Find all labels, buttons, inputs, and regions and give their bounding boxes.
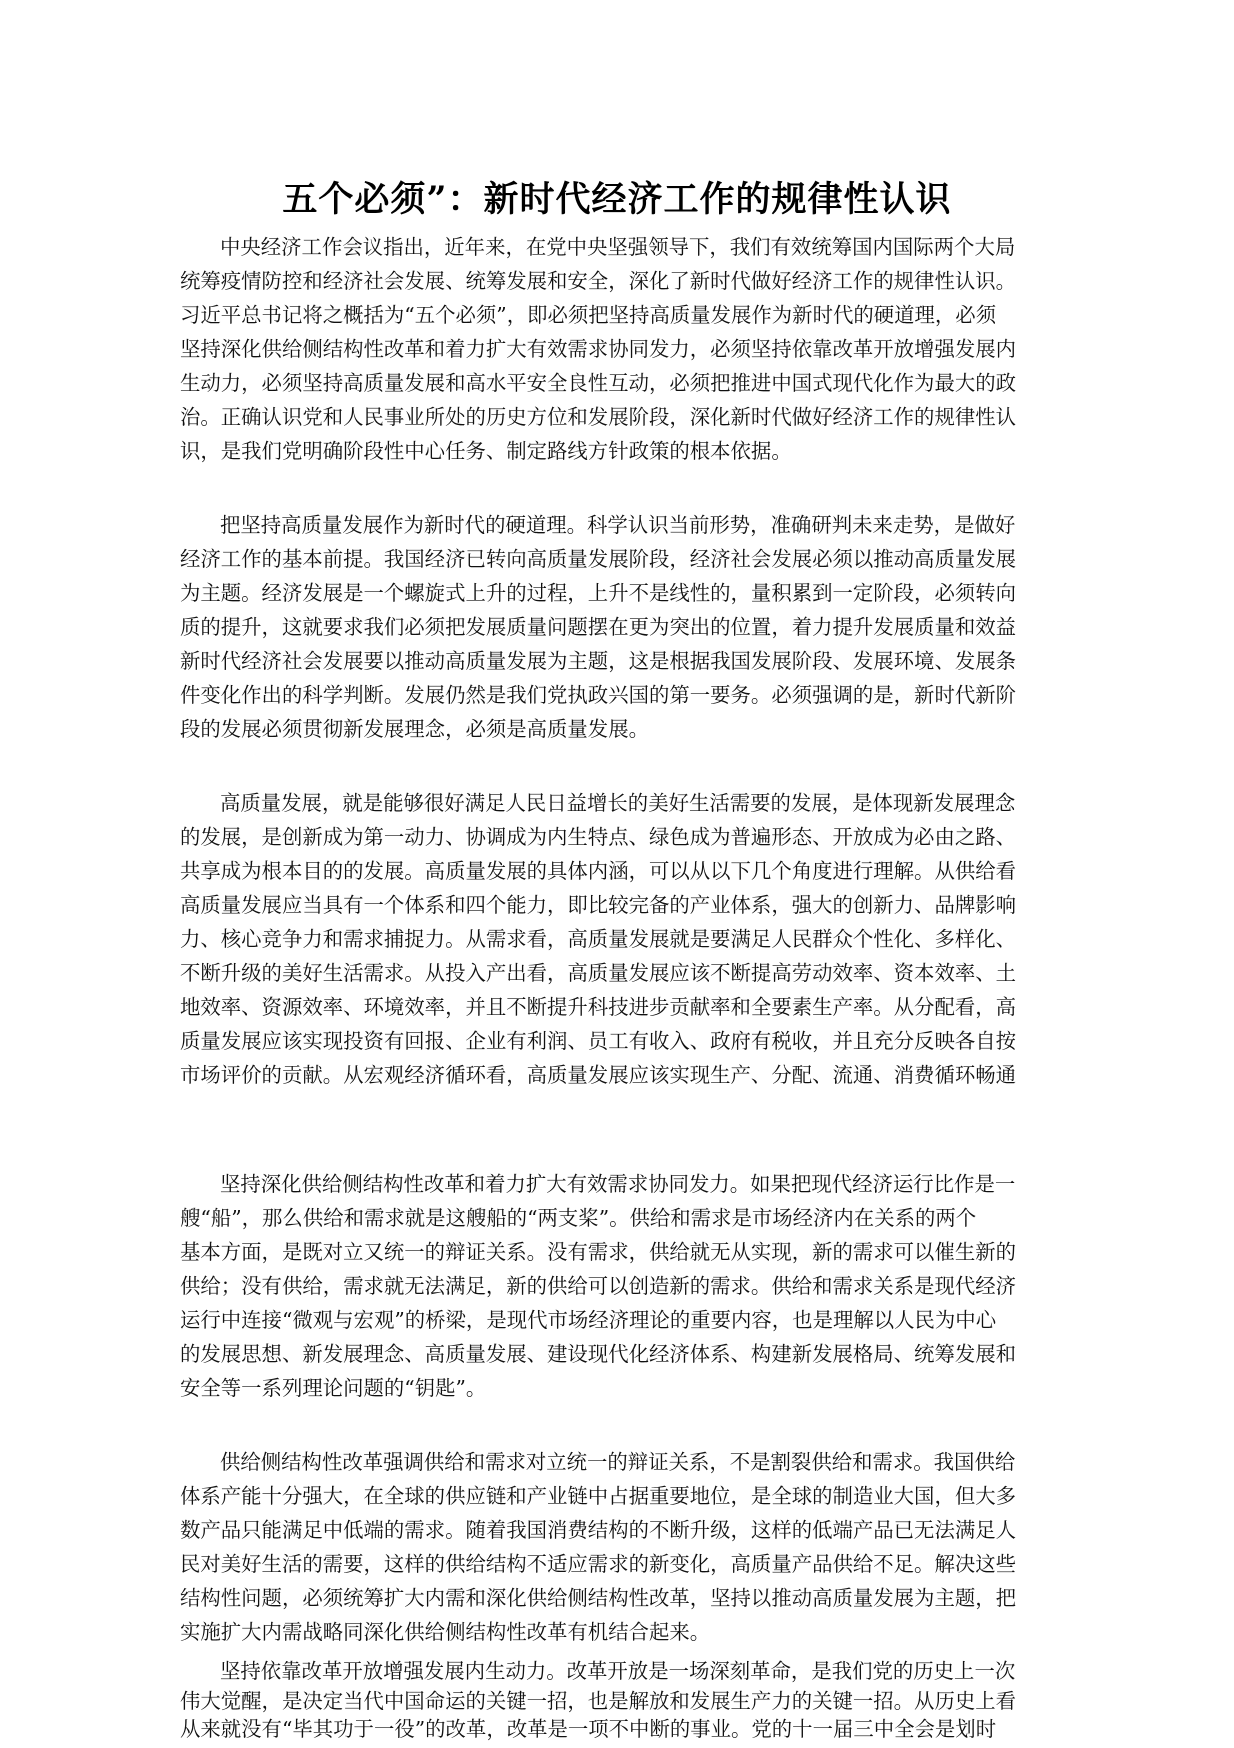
paragraph-line: 市场评价的贡献。从宏观经济循环看，高质量发展应该实现生产、分配、流通、消费循环畅通 (180, 1063, 1017, 1087)
paragraph-line: 的发展思想、新发展理念、高质量发展、建设现代化经济体系、构建新发展格局、统筹发展和 (180, 1342, 1017, 1366)
paragraph-line: 民对美好生活的需要，这样的供给结构不适应需求的新变化，高质量产品供给不足。解决这些 (180, 1552, 1017, 1576)
paragraph-line: 伟大觉醒，是决定当代中国命运的关键一招，也是解放和发展生产力的关键一招。从历史上看 (180, 1689, 1017, 1713)
paragraph-line: 质的提升，这就要求我们必须把发展质量问题摆在更为突出的位置，着力提升发展质量和效益 (180, 615, 1017, 639)
paragraph-line: 坚持深化供给侧结构性改革和着力扩大有效需求协同发力。如果把现代经济运行比作是一 (220, 1172, 1016, 1196)
paragraph-line: 高质量发展，就是能够很好满足人民日益增长的美好生活需要的发展，是体现新发展理念 (220, 791, 1016, 815)
paragraph-line: 件变化作出的科学判断。发展仍然是我们党执政兴国的第一要务。必须强调的是，新时代新阶 (180, 683, 1017, 707)
paragraph-line: 统筹疫情防控和经济社会发展、统筹发展和安全，深化了新时代做好经济工作的规律性认识。 (180, 269, 1017, 293)
paragraph-line: 坚持依靠改革开放增强发展内生动力。改革开放是一场深刻革命，是我们党的历史上一次 (220, 1659, 1016, 1683)
paragraph-line: 的发展，是创新成为第一动力、协调成为内生特点、绿色成为普遍形态、开放成为必由之路、 (180, 825, 1017, 849)
paragraph-line: 力、核心竞争力和需求捕捉力。从需求看，高质量发展就是要满足人民群众个性化、多样化、 (180, 927, 1017, 951)
paragraph-line: 不断升级的美好生活需求。从投入产出看，高质量发展应该不断提高劳动效率、资本效率、土 (180, 961, 1017, 985)
paragraph-line: 结构性问题，必须统筹扩大内需和深化供给侧结构性改革，坚持以推动高质量发展为主题，把 (180, 1586, 1017, 1610)
paragraph-line: 识，是我们党明确阶段性中心任务、制定路线方针政策的根本依据。 (180, 439, 792, 463)
paragraph-line: 从来就没有“毕其功于一役”的改革，改革是一项不中断的事业。党的十一届三中全会是划时 (180, 1717, 997, 1741)
paragraph-line: 把坚持高质量发展作为新时代的硬道理。科学认识当前形势，准确研判未来走势，是做好 (220, 513, 1016, 537)
paragraph-line: 实施扩大内需战略同深化供给侧结构性改革有机结合起来。 (180, 1620, 711, 1644)
paragraph-line: 新时代经济社会发展要以推动高质量发展为主题，这是根据我国发展阶段、发展环境、发展条 (180, 649, 1017, 673)
paragraph-line: 基本方面，是既对立又统一的辩证关系。没有需求，供给就无从实现，新的需求可以催生新的 (180, 1240, 1017, 1264)
paragraph-line: 安全等一系列理论问题的“钥匙”。 (180, 1376, 487, 1400)
paragraph-line: 段的发展必须贯彻新发展理念，必须是高质量发展。 (180, 717, 649, 741)
paragraph-line: 共享成为根本目的的发展。高质量发展的具体内涵，可以从以下几个角度进行理解。从供给看 (180, 859, 1017, 883)
paragraph-line: 地效率、资源效率、环境效率，并且不断提升科技进步贡献率和全要素生产率。从分配看，高 (180, 995, 1017, 1019)
paragraph-line: 习近平总书记将之概括为“五个必须”，即必须把坚持高质量发展作为新时代的硬道理，必须 (180, 303, 997, 327)
paragraph-line: 数产品只能满足中低端的需求。随着我国消费结构的不断升级，这样的低端产品已无法满足人 (180, 1518, 1017, 1542)
paragraph-line: 艘“船”，那么供给和需求就是这艘船的“两支桨”。供给和需求是市场经济内在关系的两个 (180, 1206, 977, 1230)
paragraph-line: 生动力，必须坚持高质量发展和高水平安全良性互动，必须把推进中国式现代化作为最大的政 (180, 371, 1017, 395)
paragraph-line: 中央经济工作会议指出，近年来，在党中央坚强领导下，我们有效统筹国内国际两个大局 (220, 235, 1016, 259)
paragraph-line: 质量发展应该实现投资有回报、企业有利润、员工有收入、政府有税收，并且充分反映各自按 (180, 1029, 1017, 1053)
paragraph-line: 为主题。经济发展是一个螺旋式上升的过程，上升不是线性的，量积累到一定阶段，必须转向 (180, 581, 1017, 605)
paragraph-line: 治。正确认识党和人民事业所处的历史方位和发展阶段，深化新时代做好经济工作的规律性认 (180, 405, 1017, 429)
paragraph-line: 供给；没有供给，需求就无法满足，新的供给可以创造新的需求。供给和需求关系是现代经济 (180, 1274, 1017, 1298)
paragraph-line: 体系产能十分强大，在全球的供应链和产业链中占据重要地位，是全球的制造业大国，但大多 (180, 1484, 1017, 1508)
paragraph-line: 供给侧结构性改革强调供给和需求对立统一的辩证关系，不是割裂供给和需求。我国供给 (220, 1450, 1016, 1474)
paragraph-line: 坚持深化供给侧结构性改革和着力扩大有效需求协同发力，必须坚持依靠改革开放增强发展内 (180, 337, 1017, 361)
paragraph-line: 高质量发展应当具有一个体系和四个能力，即比较完备的产业体系，强大的创新力、品牌影响 (180, 893, 1017, 917)
document-title: 五个必须”：新时代经济工作的规律性认识 (282, 179, 952, 220)
paragraph-line: 运行中连接“微观与宏观”的桥梁，是现代市场经济理论的重要内容，也是理解以人民为中心 (180, 1308, 997, 1332)
paragraph-line: 经济工作的基本前提。我国经济已转向高质量发展阶段，经济社会发展必须以推动高质量发展 (180, 547, 1017, 571)
